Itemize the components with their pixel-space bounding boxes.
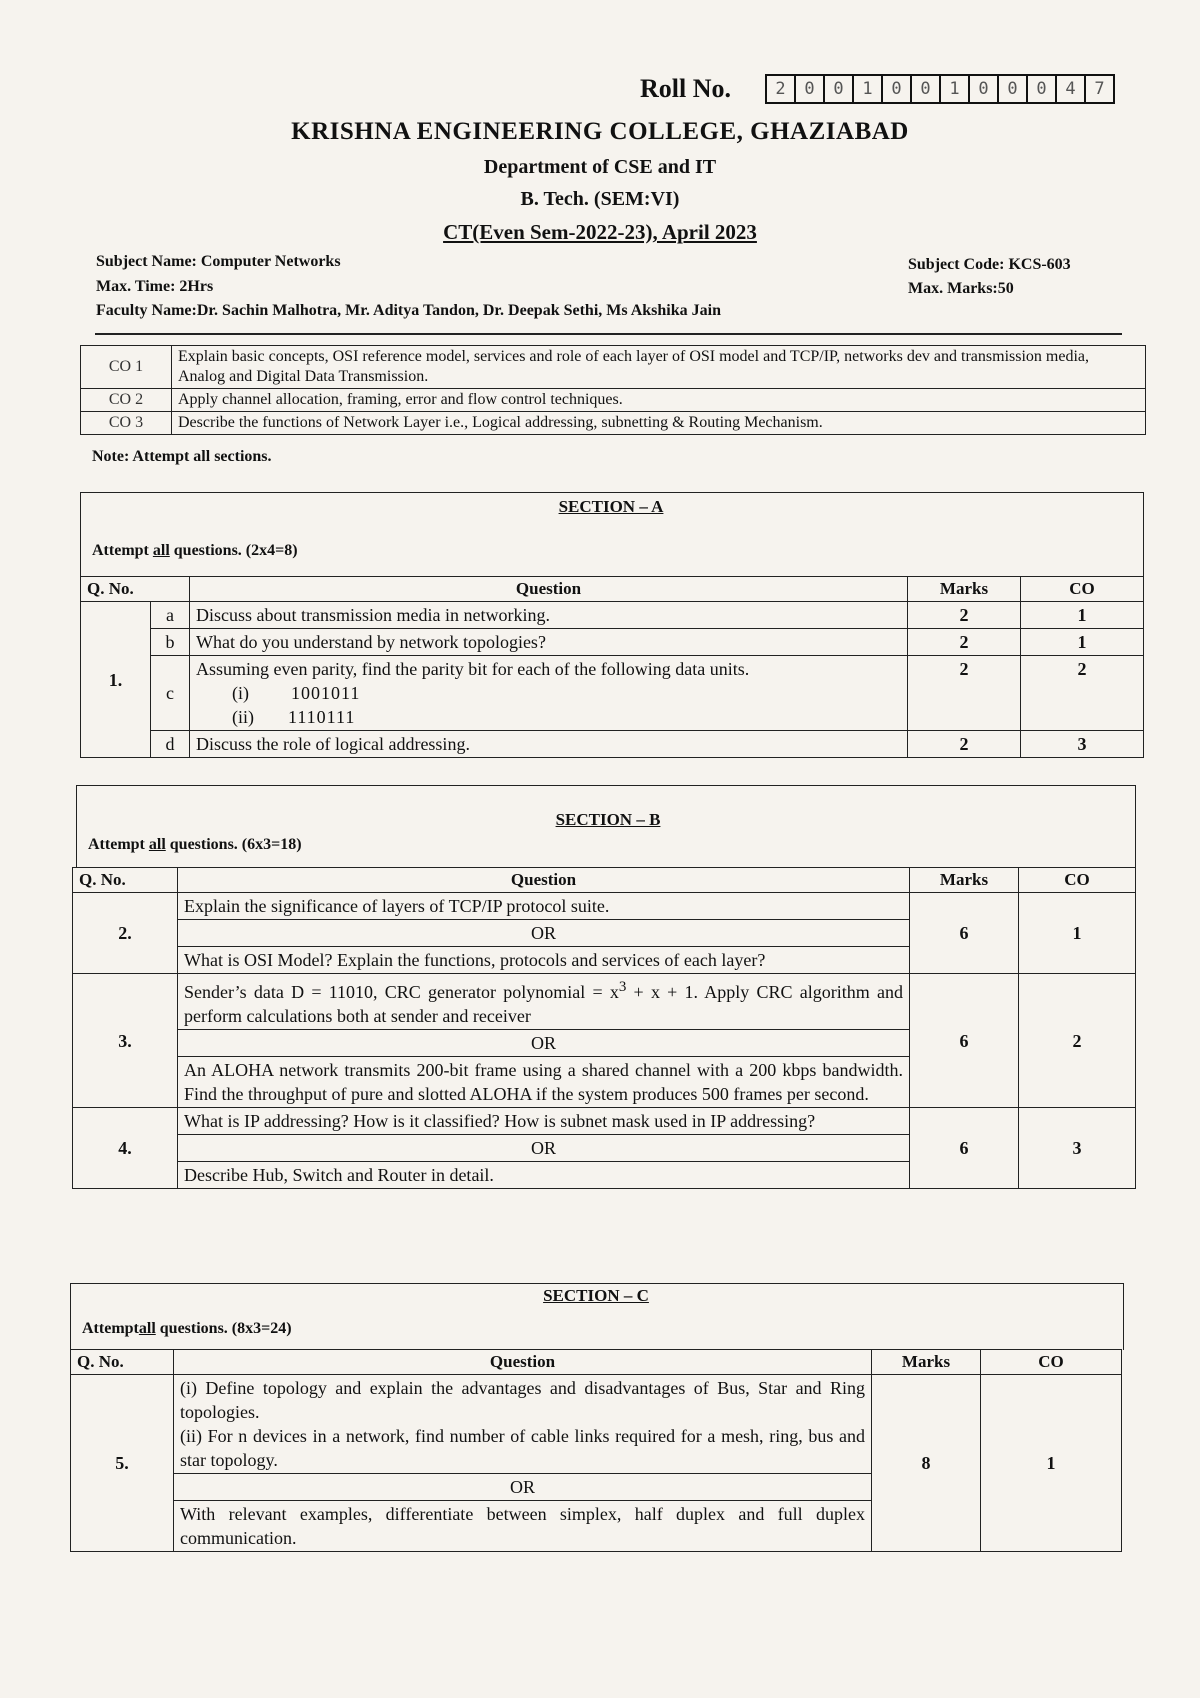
co-value: 1 <box>1019 893 1136 974</box>
part-label: (i) <box>232 683 249 703</box>
or-label: OR <box>178 1135 910 1162</box>
roll-digit: 1 <box>854 76 883 102</box>
subject-name: Subject Name: Computer Networks <box>96 253 341 270</box>
part-label: (ii) <box>232 707 254 727</box>
col-marks: Marks <box>908 577 1021 602</box>
co-value: 3 <box>1019 1108 1136 1189</box>
question-text: Discuss about transmission media in networking. <box>190 602 908 629</box>
sub-label: c <box>151 656 190 731</box>
co-row <box>81 412 1146 435</box>
col-marks: Marks <box>910 868 1019 893</box>
question-text: Explain the significance of layers of TCP/IP protocol suite. <box>178 893 910 920</box>
table-row <box>71 1375 1122 1474</box>
roll-digit: 4 <box>1057 76 1086 102</box>
question-number: 4. <box>73 1108 178 1189</box>
co-text: Describe the functions of Network Layer i.e., Logical addressing, subnetting & Routing Mechanism. <box>172 412 1146 435</box>
roll-digit: 2 <box>767 76 796 102</box>
faculty-names: Faculty Name:Dr. Sachin Malhotra, Mr. Aditya Tandon, Dr. Deepak Sethi, Ms Akshika Jain <box>96 302 721 319</box>
roll-boxes <box>765 74 1115 104</box>
department: Department of CSE and IT <box>483 156 717 178</box>
co-text: Explain basic concepts, OSI reference model, services and role of each layer of OSI model and TCP/IP, networks dev and transmission media, Analog and Digital Data Transmission. <box>172 346 1146 389</box>
roll-digit: 0 <box>883 76 912 102</box>
question-text: Sender’s data D = 11010, CRC generator polynomial = $x^3 + x + 1$. Apply CRC algorithm and perform calculations both at sender and receiver <box>178 974 910 1030</box>
parity-item <box>232 705 901 729</box>
col-co: CO <box>981 1350 1122 1375</box>
question-cell <box>174 1375 872 1474</box>
co-id: CO 1 <box>81 346 172 389</box>
marks-value: 6 <box>910 974 1019 1108</box>
or-label: OR <box>178 1030 910 1057</box>
part-value: 1110111 <box>288 707 356 727</box>
roll-digit: 0 <box>999 76 1028 102</box>
question-number: 1. <box>81 602 151 758</box>
or-label: OR <box>174 1474 872 1501</box>
table-row <box>81 602 1144 629</box>
question-number: 5. <box>71 1375 174 1552</box>
table-header-row <box>71 1350 1122 1375</box>
roll-digit: 0 <box>912 76 941 102</box>
marks-value: 6 <box>910 1108 1019 1189</box>
roll-digit: 0 <box>970 76 999 102</box>
co-id: CO 3 <box>81 412 172 435</box>
marks-value: 6 <box>910 893 1019 974</box>
co-value: 3 <box>1021 731 1144 758</box>
header-divider <box>95 333 1122 335</box>
question-text: An ALOHA network transmits 200-bit frame using a shared channel with a 200 kbps bandwidth. Find the throughput of pure and slotted ALOHA if the system produces 500 frames per second. <box>178 1057 910 1108</box>
col-co: CO <box>1021 577 1144 602</box>
question-number: 2. <box>73 893 178 974</box>
table-header-row <box>73 868 1136 893</box>
section-c-instruction: Attemptall questions. (8x3=24) <box>82 1320 292 1337</box>
col-question: Question <box>190 577 908 602</box>
question-text: (ii) For n devices in a network, find number of cable links required for a mesh, ring, bus and star topology. <box>180 1426 865 1470</box>
table-row <box>73 1108 1136 1135</box>
roll-label: Roll No. <box>640 74 731 103</box>
sub-label: a <box>151 602 190 629</box>
col-question: Question <box>178 868 910 893</box>
question-text: What do you understand by network topologies? <box>190 629 908 656</box>
marks-value: 2 <box>908 656 1021 731</box>
section-c-table <box>70 1349 1122 1552</box>
note: Note: Attempt all sections. <box>92 448 272 465</box>
co-value: 1 <box>1021 629 1144 656</box>
roll-digit: 0 <box>825 76 854 102</box>
course-outcomes-table <box>80 345 1146 435</box>
roll-digit: 1 <box>941 76 970 102</box>
col-marks: Marks <box>872 1350 981 1375</box>
co-value: 1 <box>1021 602 1144 629</box>
question-text: Assuming even parity, find the parity bit for each of the following data units. <box>196 659 750 679</box>
sub-label: b <box>151 629 190 656</box>
program: B. Tech. (SEM:VI) <box>520 188 680 210</box>
marks-value: 2 <box>908 629 1021 656</box>
sub-label: d <box>151 731 190 758</box>
marks-value: 8 <box>872 1375 981 1552</box>
part-value: 1001011 <box>291 683 361 703</box>
co-value: 1 <box>981 1375 1122 1552</box>
marks-value: 2 <box>908 731 1021 758</box>
question-number: 3. <box>73 974 178 1108</box>
table-row <box>81 656 1144 731</box>
section-b-instruction: Attempt all questions. (6x3=18) <box>88 836 302 853</box>
question-text: What is OSI Model? Explain the functions, protocols and services of each layer? <box>178 947 910 974</box>
co-row <box>81 346 1146 389</box>
co-row <box>81 389 1146 412</box>
col-qno: Q. No. <box>73 868 178 893</box>
question-cell <box>190 656 908 731</box>
col-question: Question <box>174 1350 872 1375</box>
co-value: 2 <box>1021 656 1144 731</box>
question-text: With relevant examples, differentiate between simplex, half duplex and full duplex communication. <box>174 1501 872 1552</box>
section-c-title: SECTION – C <box>543 1286 649 1305</box>
table-row <box>73 974 1136 1030</box>
or-label: OR <box>178 920 910 947</box>
parity-item <box>232 681 901 705</box>
co-text: Apply channel allocation, framing, error and flow control techniques. <box>172 389 1146 412</box>
table-row <box>81 629 1144 656</box>
col-qno: Q. No. <box>81 577 190 602</box>
section-a-title: SECTION – A <box>558 497 664 516</box>
section-a-instruction: Attempt all questions. (2x4=8) <box>92 542 298 559</box>
table-row <box>81 731 1144 758</box>
college-name: KRISHNA ENGINEERING COLLEGE, GHAZIABAD <box>291 118 909 145</box>
exam-title: CT(Even Sem-2022-23), April 2023 <box>443 220 757 244</box>
question-text: (i) Define topology and explain the advantages and disadvantages of Bus, Star and Ring topologies. <box>180 1378 865 1422</box>
roll-digit: 0 <box>1028 76 1057 102</box>
col-qno: Q. No. <box>71 1350 174 1375</box>
section-a-table <box>80 576 1144 758</box>
roll-number <box>640 74 1115 104</box>
marks-value: 2 <box>908 602 1021 629</box>
question-text: What is IP addressing? How is it classified? How is subnet mask used in IP addressing? <box>178 1108 910 1135</box>
section-b-table <box>72 867 1136 1189</box>
question-text: Discuss the role of logical addressing. <box>190 731 908 758</box>
col-co: CO <box>1019 868 1136 893</box>
section-b-title: SECTION – B <box>555 810 661 829</box>
max-time: Max. Time: 2Hrs <box>96 278 214 295</box>
co-id: CO 2 <box>81 389 172 412</box>
subject-code: Subject Code: KCS-603 <box>908 256 1071 273</box>
max-marks: Max. Marks:50 <box>908 280 1014 297</box>
co-value: 2 <box>1019 974 1136 1108</box>
question-text: Describe Hub, Switch and Router in detail. <box>178 1162 910 1189</box>
roll-digit: 0 <box>796 76 825 102</box>
table-row <box>73 893 1136 920</box>
table-header-row <box>81 577 1144 602</box>
roll-digit: 7 <box>1094 79 1105 99</box>
